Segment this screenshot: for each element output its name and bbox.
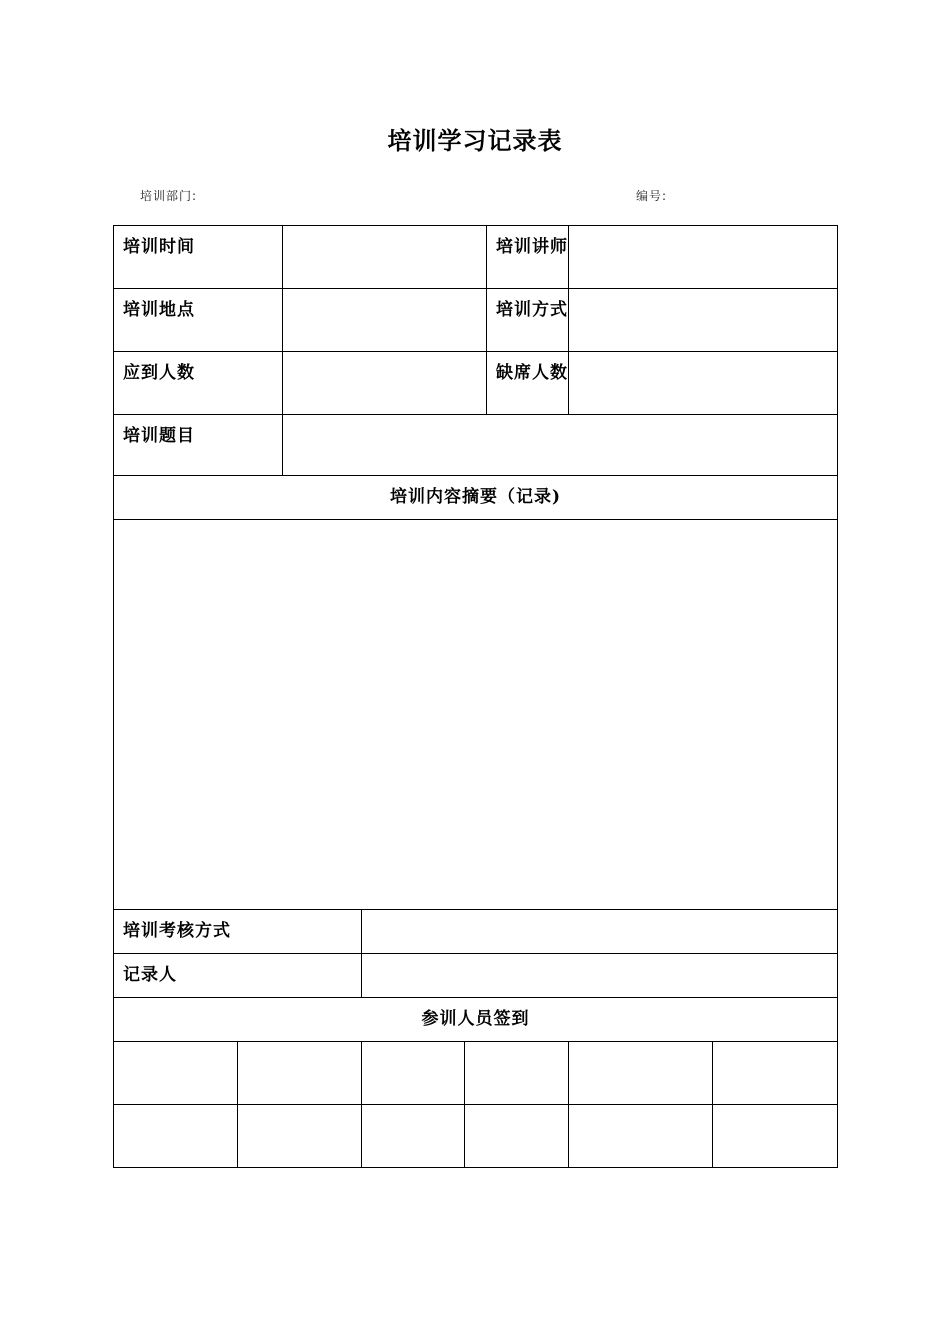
topic-field[interactable] bbox=[283, 415, 838, 476]
location-field[interactable] bbox=[283, 289, 487, 352]
signin-cell[interactable] bbox=[114, 1105, 238, 1168]
absent-field[interactable] bbox=[569, 352, 838, 415]
row-attendance bbox=[114, 352, 838, 415]
lecturer-label: 培训讲师 bbox=[487, 226, 569, 289]
summary-section-heading: 培训内容摘要（记录) bbox=[114, 476, 838, 520]
assessment-field[interactable] bbox=[362, 910, 838, 954]
row-topic bbox=[114, 415, 838, 476]
signin-cell[interactable] bbox=[238, 1105, 362, 1168]
row-location-method bbox=[114, 289, 838, 352]
expected-field[interactable] bbox=[283, 352, 487, 415]
row-summary-content bbox=[114, 520, 838, 910]
recorder-label: 记录人 bbox=[114, 954, 362, 998]
signin-section-heading: 参训人员签到 bbox=[114, 998, 838, 1042]
signin-row bbox=[114, 1105, 838, 1168]
signin-cell[interactable] bbox=[238, 1042, 362, 1105]
expected-label: 应到人数 bbox=[114, 352, 283, 415]
time-field[interactable] bbox=[283, 226, 487, 289]
lecturer-field[interactable] bbox=[569, 226, 838, 289]
topic-label: 培训题目 bbox=[114, 415, 283, 476]
department-label: 培训部门: bbox=[140, 189, 198, 203]
signin-cell[interactable] bbox=[713, 1105, 838, 1168]
row-signin-heading bbox=[114, 998, 838, 1042]
signin-cell[interactable] bbox=[362, 1105, 465, 1168]
location-label: 培训地点 bbox=[114, 289, 283, 352]
method-field[interactable] bbox=[569, 289, 838, 352]
signin-cell[interactable] bbox=[465, 1042, 569, 1105]
signin-row bbox=[114, 1042, 838, 1105]
absent-label: 缺席人数 bbox=[487, 352, 569, 415]
recorder-field[interactable] bbox=[362, 954, 838, 998]
training-record-form bbox=[113, 225, 838, 1168]
signin-cell[interactable] bbox=[713, 1042, 838, 1105]
row-summary-heading bbox=[114, 476, 838, 520]
assessment-label: 培训考核方式 bbox=[114, 910, 362, 954]
signin-cell[interactable] bbox=[114, 1042, 238, 1105]
signin-cell[interactable] bbox=[569, 1105, 713, 1168]
signin-cell[interactable] bbox=[569, 1042, 713, 1105]
signin-cell[interactable] bbox=[465, 1105, 569, 1168]
method-label: 培训方式 bbox=[487, 289, 569, 352]
row-time-lecturer bbox=[114, 226, 838, 289]
row-assessment bbox=[114, 910, 838, 954]
summary-content-field[interactable] bbox=[114, 520, 838, 910]
row-recorder bbox=[114, 954, 838, 998]
signin-cell[interactable] bbox=[362, 1042, 465, 1105]
time-label: 培训时间 bbox=[114, 226, 283, 289]
number-label: 编号: bbox=[636, 189, 668, 203]
page-title: 培训学习记录表 bbox=[387, 126, 563, 155]
